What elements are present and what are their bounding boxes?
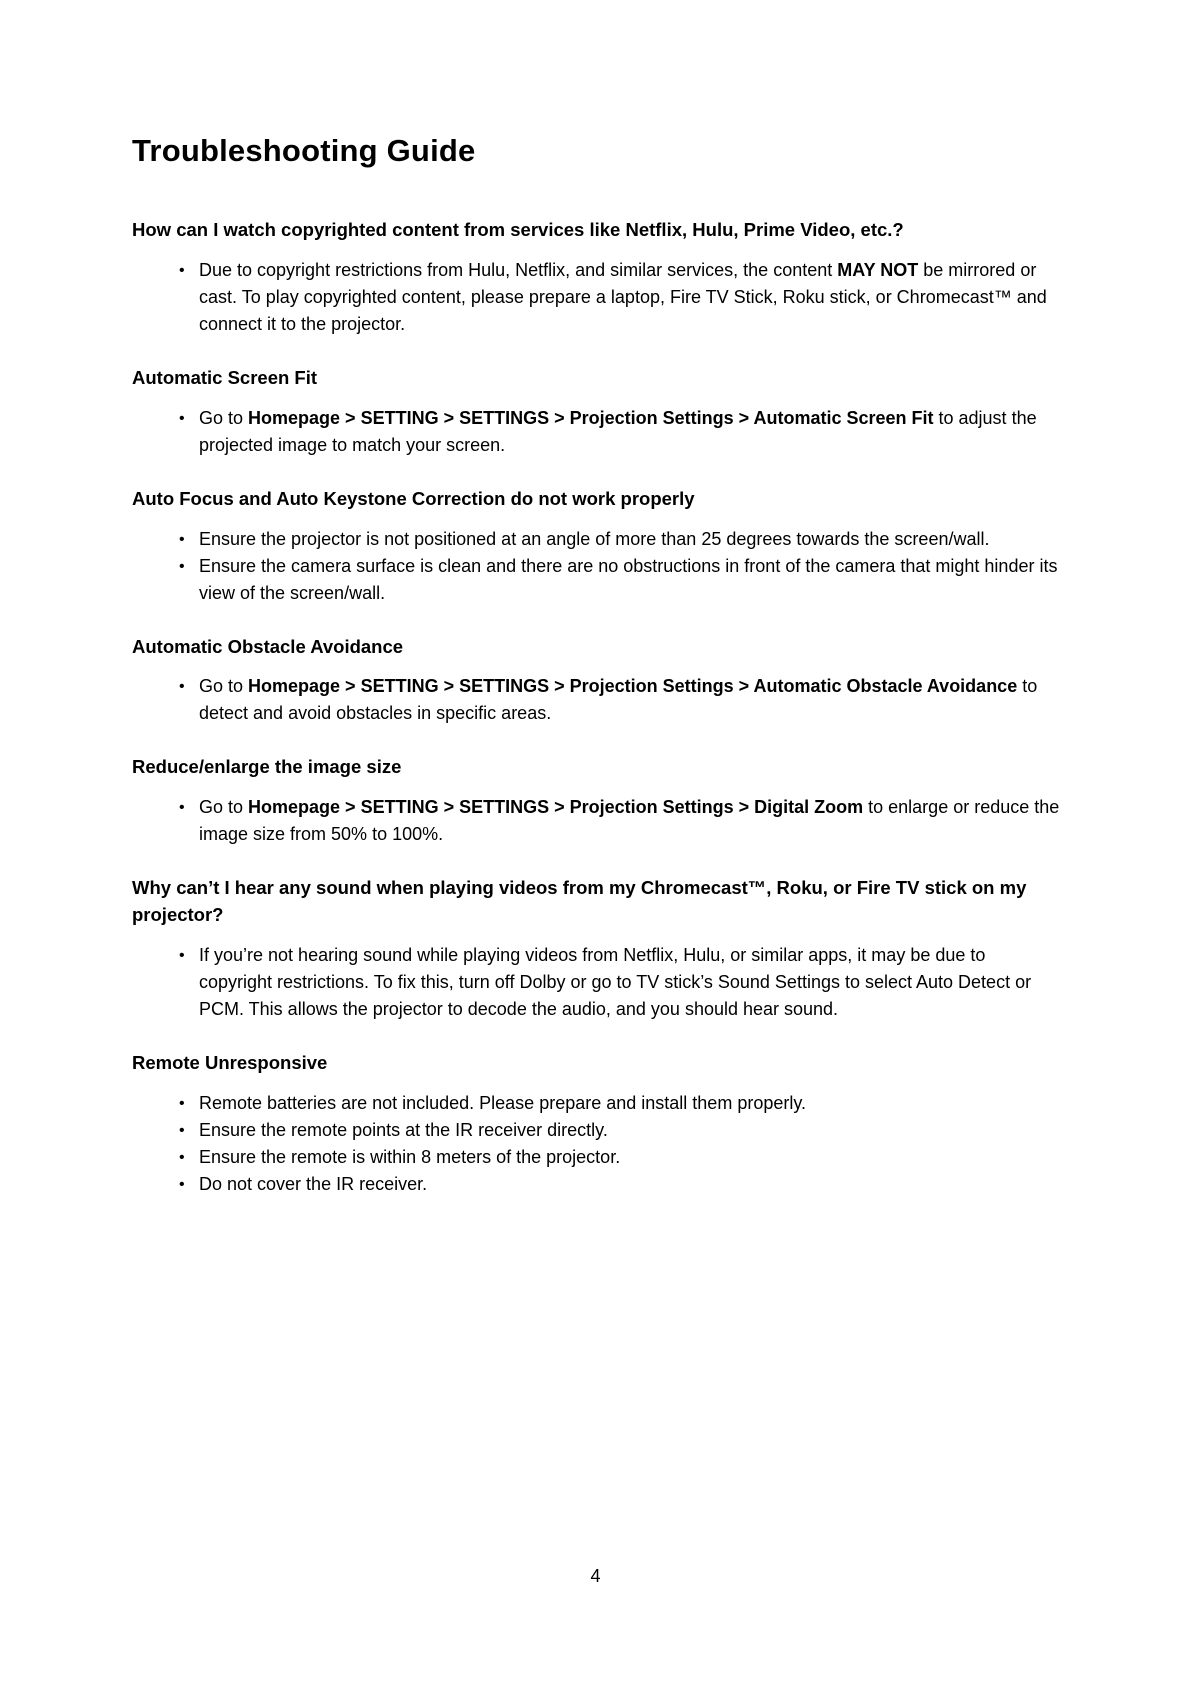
bullet-item bbox=[179, 526, 1063, 553]
bullet-text: to detect and avoid obstacles in specific areas. bbox=[199, 676, 1038, 724]
bullet-list bbox=[132, 1090, 1063, 1198]
bullet-text: Ensure the remote is within 8 meters of the projector. bbox=[199, 1146, 621, 1167]
section-heading: Automatic Screen Fit bbox=[132, 367, 318, 388]
bullet-list bbox=[132, 405, 1063, 459]
bullet-item bbox=[179, 1144, 1063, 1171]
bullet-text: to enlarge or reduce the image size from 50% to 100%. bbox=[199, 797, 1060, 845]
bullet-list bbox=[132, 257, 1063, 338]
bullet-item bbox=[179, 257, 1063, 338]
bullet-list bbox=[132, 673, 1063, 727]
bullet-text: be mirrored or cast. To play copyrighted content, please prepare a laptop, Fire TV Stick, Roku stick, or Chromecast™ and connect it to the projector. bbox=[199, 260, 1047, 334]
bullet-text-bold: Homepage > SETTING > SETTINGS > Projection Settings > Digital Zoom bbox=[248, 797, 864, 818]
section-heading: Automatic Obstacle Avoidance bbox=[132, 635, 404, 657]
bullet-item bbox=[179, 1117, 1063, 1144]
bullet-list bbox=[132, 526, 1063, 607]
bullet-text-bold: Homepage > SETTING > SETTINGS > Projection Settings > Automatic Screen Fit bbox=[248, 407, 934, 428]
bullet-text: Due to copyright restrictions from Hulu, Netflix, and similar services, the content bbox=[199, 260, 838, 280]
bullet-item bbox=[179, 1090, 1063, 1117]
bullet-text: Remote batteries are not included. Please prepare and install them properly. bbox=[199, 1092, 807, 1113]
bullet-text-bold: Homepage > SETTING > SETTINGS > Projection Settings > Automatic Obstacle Avoidance bbox=[248, 676, 1018, 697]
section-heading: Reduce/enlarge the image size bbox=[132, 756, 402, 778]
bullet-text: Do not cover the IR receiver. bbox=[199, 1173, 428, 1194]
bullet-text: to adjust the projected image to match your screen. bbox=[199, 407, 1037, 455]
bullet-text: Go to bbox=[199, 797, 249, 818]
bullet-item bbox=[179, 673, 1063, 727]
bullet-list bbox=[132, 794, 1063, 848]
bullet-text: Ensure the remote points at the IR receiver directly. bbox=[199, 1119, 608, 1140]
section-heading: Remote Unresponsive bbox=[132, 1051, 328, 1073]
bullet-item bbox=[179, 942, 1063, 1023]
bullet-item bbox=[179, 1171, 1063, 1198]
bullet-text: Go to bbox=[199, 676, 249, 697]
bullet-item bbox=[179, 794, 1063, 848]
bullet-item bbox=[179, 553, 1063, 607]
section-heading: How can I watch copyrighted content from services like Netflix, Hulu, Prime Video, etc.? bbox=[132, 219, 904, 241]
bullet-item bbox=[179, 405, 1063, 459]
section-heading: Auto Focus and Auto Keystone Correction do not work properly bbox=[132, 487, 695, 509]
sections-container bbox=[132, 217, 1063, 1198]
bullet-text: Go to bbox=[199, 407, 249, 428]
bullet-text: Ensure the camera surface is clean and there are no obstructions in front of the camera that might hinder its view of the screen/wall. bbox=[199, 555, 1058, 603]
page-title: Troubleshooting Guide bbox=[132, 133, 476, 168]
section-heading: Why can’t I hear any sound when playing videos from my Chromecast™, Roku, or Fire TV stick on my projector? bbox=[132, 877, 1027, 926]
bullet-text: If you’re not hearing sound while playing videos from Netflix, Hulu, or similar apps, it may be due to copyright restrictions. To fix this, turn off Dolby or go to TV stick’s Sound Settings to select Auto Detect or PCM. This allows the projector to decode the audio, and you should hear sound. bbox=[199, 944, 1032, 1019]
bullet-list bbox=[132, 942, 1063, 1023]
bullet-text: Ensure the projector is not positioned at an angle of more than 25 degrees towards the screen/wall. bbox=[199, 528, 990, 549]
page-number: 4 bbox=[590, 1566, 601, 1586]
bullet-text-bold: MAY NOT bbox=[837, 260, 919, 280]
